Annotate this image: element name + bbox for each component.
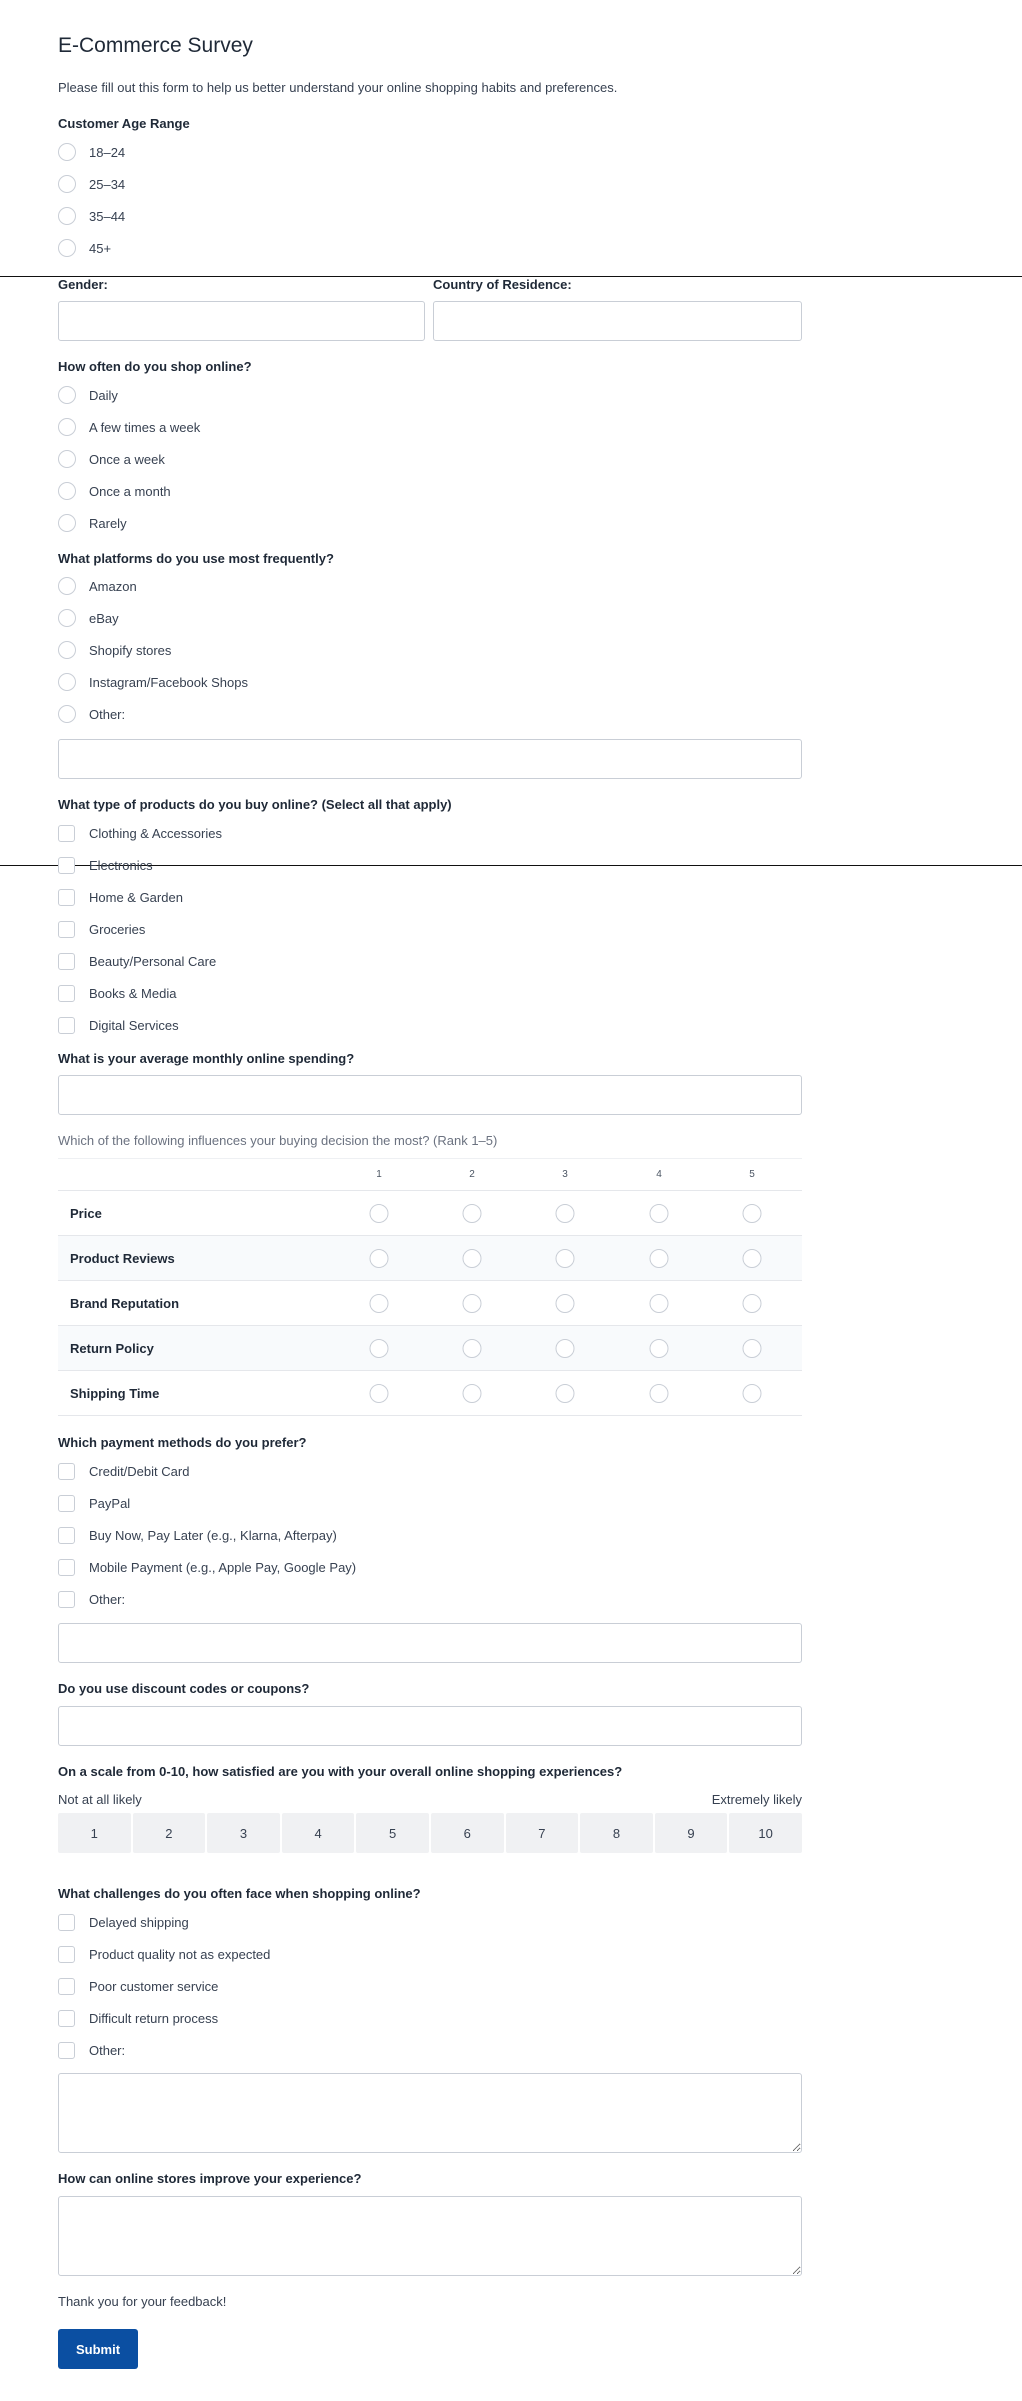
satisfaction-question: On a scale from 0-10, how satisfied are you with your overall online shopping experiences? <box>58 1764 623 1779</box>
scale-option[interactable]: 3 <box>207 1813 280 1853</box>
scale-option[interactable]: 1 <box>58 1813 131 1853</box>
grid-radio[interactable] <box>463 1384 482 1403</box>
grid-radio[interactable] <box>556 1204 575 1223</box>
grid-column-label: 5 <box>749 1169 755 1180</box>
discounts-input[interactable] <box>58 1706 802 1746</box>
radio-button[interactable] <box>58 386 76 404</box>
age-option[interactable]: 18–24 <box>58 141 125 163</box>
scale-option[interactable]: 4 <box>282 1813 355 1853</box>
radio-button[interactable] <box>58 175 76 193</box>
checkbox[interactable] <box>58 921 75 938</box>
challenge-option[interactable]: Poor customer service <box>58 1975 218 1997</box>
grid-radio[interactable] <box>556 1294 575 1313</box>
grid-column-label: 3 <box>562 1169 568 1180</box>
spending-input[interactable] <box>58 1075 802 1115</box>
improve-textarea[interactable] <box>58 2196 802 2276</box>
product-option[interactable]: Clothing & Accessories <box>58 822 222 844</box>
intro-text: Please fill out this form to help us better understand your online shopping habits and preferences. <box>58 80 618 95</box>
grid-row <box>58 1325 802 1370</box>
grid-radio[interactable] <box>743 1384 762 1403</box>
frequency-option[interactable]: A few times a week <box>58 416 200 438</box>
grid-radio[interactable] <box>463 1339 482 1358</box>
payment-option[interactable]: Mobile Payment (e.g., Apple Pay, Google Pay) <box>58 1556 356 1578</box>
country-label: Country of Residence: <box>433 277 572 292</box>
checkbox[interactable] <box>58 1527 75 1544</box>
grid-radio[interactable] <box>463 1204 482 1223</box>
grid-row-label: Product Reviews <box>70 1250 175 1266</box>
grid-row-label: Return Policy <box>70 1340 154 1356</box>
age-option[interactable]: 45+ <box>58 237 111 259</box>
scale-option[interactable]: 5 <box>356 1813 429 1853</box>
radio-button[interactable] <box>58 609 76 627</box>
product-option[interactable]: Electronics <box>58 854 153 876</box>
discounts-question: Do you use discount codes or coupons? <box>58 1681 310 1696</box>
challenge-option[interactable]: Product quality not as expected <box>58 1943 270 1965</box>
platform-option[interactable]: Other: <box>58 703 125 725</box>
age-question: Customer Age Range <box>58 116 190 131</box>
spending-question: What is your average monthly online spending? <box>58 1051 355 1066</box>
payment-other-input[interactable] <box>58 1623 802 1663</box>
checkbox[interactable] <box>58 953 75 970</box>
product-option[interactable]: Books & Media <box>58 982 176 1004</box>
grid-radio[interactable] <box>743 1294 762 1313</box>
challenge-other-textarea[interactable] <box>58 2073 802 2153</box>
grid-radio[interactable] <box>370 1294 389 1313</box>
grid-radio[interactable] <box>650 1384 669 1403</box>
payments-question: Which payment methods do you prefer? <box>58 1435 307 1450</box>
platform-option[interactable]: Shopify stores <box>58 639 171 661</box>
scale-option[interactable]: 2 <box>133 1813 206 1853</box>
country-input[interactable] <box>433 301 802 341</box>
age-option[interactable]: 25–34 <box>58 173 125 195</box>
radio-button[interactable] <box>58 705 76 723</box>
challenge-option[interactable]: Other: <box>58 2039 125 2061</box>
product-option[interactable]: Beauty/Personal Care <box>58 950 216 972</box>
grid-row-label: Price <box>70 1205 102 1221</box>
scale-low-label: Not at all likely <box>58 1792 142 1807</box>
grid-radio[interactable] <box>370 1249 389 1268</box>
grid-radio[interactable] <box>650 1204 669 1223</box>
checkbox[interactable] <box>58 1559 75 1576</box>
radio-button[interactable] <box>58 577 76 595</box>
payment-option[interactable]: Buy Now, Pay Later (e.g., Klarna, Afterpay) <box>58 1524 337 1546</box>
checkbox[interactable] <box>58 1017 75 1034</box>
grid-radio[interactable] <box>556 1384 575 1403</box>
platform-other-input[interactable] <box>58 739 802 779</box>
grid-row <box>58 1370 802 1416</box>
checkbox[interactable] <box>58 1914 75 1931</box>
frequency-option[interactable]: Daily <box>58 384 118 406</box>
grid-radio[interactable] <box>370 1339 389 1358</box>
radio-button[interactable] <box>58 143 76 161</box>
product-option[interactable]: Groceries <box>58 918 145 940</box>
frequency-option[interactable]: Once a week <box>58 448 165 470</box>
scale-high-label: Extremely likely <box>711 1792 802 1807</box>
page-title: E-Commerce Survey <box>58 34 253 57</box>
radio-button[interactable] <box>58 418 76 436</box>
grid-radio[interactable] <box>743 1204 762 1223</box>
checkbox[interactable] <box>58 1978 75 1995</box>
gender-label: Gender: <box>58 277 108 292</box>
gender-input[interactable] <box>58 301 425 341</box>
grid-radio[interactable] <box>556 1249 575 1268</box>
divider-line <box>0 865 1022 866</box>
grid-radio[interactable] <box>650 1294 669 1313</box>
radio-button[interactable] <box>58 239 76 257</box>
grid-radio[interactable] <box>650 1249 669 1268</box>
scale-option[interactable]: 6 <box>431 1813 504 1853</box>
grid-radio[interactable] <box>463 1294 482 1313</box>
checkbox[interactable] <box>58 1495 75 1512</box>
platform-option[interactable]: eBay <box>58 607 119 629</box>
checkbox[interactable] <box>58 857 75 874</box>
age-option[interactable]: 35–44 <box>58 205 125 227</box>
radio-button[interactable] <box>58 641 76 659</box>
grid-radio[interactable] <box>650 1339 669 1358</box>
products-question: What type of products do you buy online? (Select all that apply) <box>58 797 452 812</box>
grid-radio[interactable] <box>743 1339 762 1358</box>
platform-option[interactable]: Instagram/Facebook Shops <box>58 671 248 693</box>
radio-button[interactable] <box>58 514 76 532</box>
challenge-option[interactable]: Difficult return process <box>58 2007 218 2029</box>
grid-row-label: Brand Reputation <box>70 1295 180 1311</box>
grid-radio[interactable] <box>743 1249 762 1268</box>
frequency-question: How often do you shop online? <box>58 359 252 374</box>
checkbox[interactable] <box>58 985 75 1002</box>
grid-row <box>58 1280 802 1325</box>
payment-option[interactable]: Other: <box>58 1588 125 1610</box>
challenges-question: What challenges do you often face when shopping online? <box>58 1886 421 1901</box>
radio-button[interactable] <box>58 450 76 468</box>
thank-you-text: Thank you for your feedback! <box>58 2294 227 2309</box>
scale-option[interactable]: 7 <box>506 1813 579 1853</box>
grid-radio[interactable] <box>370 1204 389 1223</box>
platform-option[interactable]: Amazon <box>58 575 137 597</box>
checkbox[interactable] <box>58 2010 75 2027</box>
grid-row-label: Shipping Time <box>70 1385 160 1401</box>
product-option[interactable]: Digital Services <box>58 1014 179 1036</box>
frequency-option[interactable]: Rarely <box>58 512 127 534</box>
checkbox[interactable] <box>58 889 75 906</box>
checkbox[interactable] <box>58 825 75 842</box>
grid-column-label: 2 <box>469 1169 475 1180</box>
payment-option[interactable]: Credit/Debit Card <box>58 1460 189 1482</box>
submit-button[interactable]: Submit <box>58 2329 138 2369</box>
scale-option[interactable]: 10 <box>729 1813 802 1853</box>
checkbox[interactable] <box>58 1463 75 1480</box>
grid-radio[interactable] <box>370 1384 389 1403</box>
checkbox[interactable] <box>58 2042 75 2059</box>
grid-row <box>58 1235 802 1280</box>
satisfaction-scale <box>58 1813 802 1853</box>
grid-column-label: 4 <box>656 1169 662 1180</box>
grid-radio[interactable] <box>463 1249 482 1268</box>
improve-question: How can online stores improve your experience? <box>58 2171 362 2186</box>
grid-radio[interactable] <box>556 1339 575 1358</box>
grid-column-label: 1 <box>376 1169 382 1180</box>
challenge-option[interactable]: Delayed shipping <box>58 1911 189 1933</box>
radio-button[interactable] <box>58 207 76 225</box>
scale-option[interactable]: 8 <box>580 1813 653 1853</box>
product-option[interactable]: Home & Garden <box>58 886 183 908</box>
influences-question: Which of the following influences your buying decision the most? (Rank 1–5) <box>58 1133 498 1148</box>
payment-option[interactable]: PayPal <box>58 1492 130 1514</box>
checkbox[interactable] <box>58 1591 75 1608</box>
radio-button[interactable] <box>58 673 76 691</box>
grid-row <box>58 1190 802 1235</box>
checkbox[interactable] <box>58 1946 75 1963</box>
platforms-question: What platforms do you use most frequently? <box>58 551 334 566</box>
frequency-option[interactable]: Once a month <box>58 480 171 502</box>
scale-option[interactable]: 9 <box>655 1813 728 1853</box>
grid-header <box>58 1158 802 1191</box>
radio-button[interactable] <box>58 482 76 500</box>
